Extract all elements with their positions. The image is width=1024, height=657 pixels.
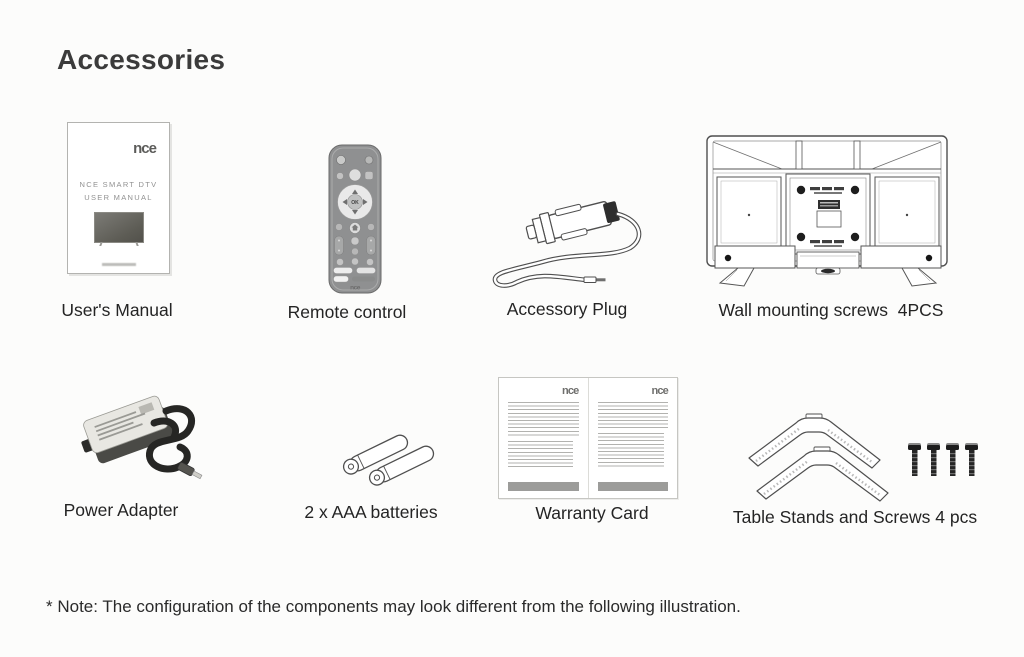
ok-button-label: OK xyxy=(351,200,359,206)
stand-screw xyxy=(946,443,959,476)
volume-rocker xyxy=(335,236,344,255)
power-button-icon xyxy=(337,156,346,165)
app-shortcut-button xyxy=(334,276,349,282)
back-button-icon xyxy=(336,224,343,231)
tv-back-illustration xyxy=(704,134,952,294)
brand-logo: nce xyxy=(561,385,579,397)
small-button-icon xyxy=(367,259,374,266)
info-button-icon xyxy=(352,248,359,255)
tv-foot xyxy=(99,242,102,246)
manual-cover-title-line1: NCE SMART DTV xyxy=(79,180,158,189)
wall-mount-screw-hole xyxy=(851,233,859,241)
app-shortcut-button xyxy=(334,268,353,274)
brand-logo: nce xyxy=(350,284,360,292)
dc-connector xyxy=(584,277,596,283)
dc-connector-tip xyxy=(597,278,606,281)
manual-cover-caption xyxy=(68,253,169,271)
mic-button-icon xyxy=(337,173,344,180)
label-table-stands: Table Stands and Screws 4 pcs xyxy=(732,507,978,527)
aaa-batteries-illustration xyxy=(332,425,440,493)
menu-button-icon xyxy=(368,224,375,231)
settings-button-icon xyxy=(365,172,373,180)
warranty-page-left xyxy=(499,378,589,498)
configuration-note: * Note: The configuration of the components may look different from the following illustration. xyxy=(46,597,741,616)
stand-screw xyxy=(965,443,978,476)
remote-control-illustration xyxy=(326,144,384,294)
rating-label xyxy=(818,200,840,209)
tv-foot xyxy=(135,242,138,246)
users-manual-illustration xyxy=(67,122,170,274)
table-stands-illustration xyxy=(746,413,894,503)
dc-barrel-tip xyxy=(192,471,202,479)
small-button-icon xyxy=(352,258,359,265)
stand-screw xyxy=(908,443,921,476)
app-shortcut-button xyxy=(352,277,375,282)
stand-screws-illustration xyxy=(908,440,982,482)
label-accessory-plug: Accessory Plug xyxy=(506,299,628,319)
small-button-icon xyxy=(337,259,344,266)
warranty-text-block xyxy=(508,441,573,469)
manual-cover-title-line2: USER MANUAL xyxy=(84,193,153,202)
warranty-footer-bar xyxy=(508,482,579,491)
warranty-text-block xyxy=(598,402,669,428)
accessory-plug-illustration xyxy=(484,190,652,298)
label-users-manual: User's Manual xyxy=(61,300,173,320)
home-icon xyxy=(353,228,357,231)
label-remote-control: Remote control xyxy=(287,302,407,322)
power-adapter-illustration xyxy=(68,383,208,488)
brand-logo: nce xyxy=(651,385,668,397)
page-title: Accessories xyxy=(57,44,226,75)
wall-mount-screw-hole xyxy=(851,186,859,194)
wall-mount-screw-hole xyxy=(797,186,805,194)
input-button-icon xyxy=(365,156,373,164)
warranty-card-illustration xyxy=(498,377,678,499)
label-power-adapter: Power Adapter xyxy=(63,500,179,520)
tv-stand-foot xyxy=(902,268,936,286)
warranty-text-block xyxy=(508,402,579,436)
channel-rocker xyxy=(367,236,376,255)
wall-mount-screw-hole xyxy=(797,233,805,241)
label-wall-mounting-screws: Wall mounting screws 4PCS xyxy=(718,300,944,320)
app-shortcut-button xyxy=(357,268,376,274)
warranty-page-right xyxy=(589,378,678,498)
warranty-footer-bar xyxy=(598,482,669,491)
label-aaa-batteries: 2 x AAA batteries xyxy=(304,502,438,522)
manual-cover-tv-image xyxy=(94,212,144,243)
stand-screw xyxy=(927,443,940,476)
tv-stand-foot xyxy=(720,268,754,286)
label-warranty-card: Warranty Card xyxy=(535,503,649,523)
warranty-text-block xyxy=(598,433,665,467)
mute-button-icon xyxy=(351,237,359,245)
brand-logo: nce xyxy=(133,140,156,157)
voice-button-icon xyxy=(349,169,361,181)
